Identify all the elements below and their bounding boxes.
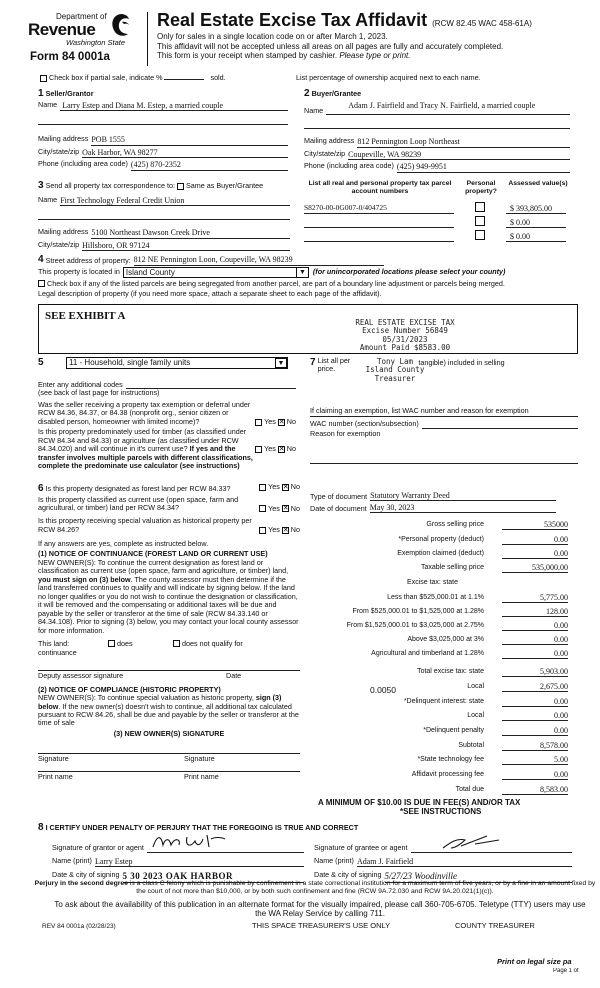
forest-yes-checkbox[interactable] [259,484,266,491]
correspondence-mailing-address[interactable]: 5100 Northeast Dawson Creek Drive [91,228,290,238]
reason-field[interactable] [310,438,578,464]
historic-no-checkbox[interactable]: ✕ [282,526,289,534]
legal-description-text: SEE EXHIBIT A [45,310,126,322]
parcel-number[interactable] [304,241,454,242]
see-instructions: *SEE INSTRUCTIONS [400,807,482,816]
chevron-down-icon: ▼ [275,358,287,368]
calc-label: *Delinquent penalty [423,727,484,734]
form-title [157,10,597,31]
calc-row [310,698,568,709]
seller-mailing-address[interactable]: POB 1555 [91,135,288,145]
timber-yes-checkbox[interactable] [255,446,262,453]
perjury-notice: Perjury in the second degree is a class C felony which is punishable by confinement in a state correctional institution for a maximum term of five years, or by a fine in an amount fixed by the court of not more than $10,000, or by both such confinement and fine (RCW 9A.72.030 and RCW 9A.20.021(1)(c)). [34,880,596,896]
calc-label: Affidavit processing fee [411,771,484,778]
exemption-block: If claiming an exemption, list WAC number and reason for exemption WAC number (section/subsection) Reason for exemption [310,407,578,464]
grantee-signature[interactable] [411,839,572,853]
timber-question: Is this property predominately used for timber (as classified under RCW 84.34 and 84.33) or agriculture (as classified under RCW 84.34.020) and will continue in it's current use? [38,427,247,454]
parcel-rows [304,202,570,242]
partial-sale-row: Check box if partial sale, indicate % sold. [40,74,226,82]
county-select[interactable]: Island County ▼ [123,267,309,278]
seller-phone[interactable]: (425) 870-2352 [131,160,288,170]
calc-row [310,771,568,782]
calc-row [310,622,568,633]
property-street-address[interactable]: 812 NE Pennington Loon, Coupeville, WA 98239 [134,255,384,265]
calc-row [310,594,568,605]
buyer-mailing-address[interactable]: 812 Pennington Loop Northeast [357,137,570,147]
personal-property-checkbox[interactable] [475,230,485,240]
seller-city-state-zip[interactable]: Oak Harbor, WA 98277 [82,148,288,158]
personal-col-header: Personal property? [465,180,497,196]
buyer-section: 2 Buyer/Grantee Name Adam J. Fairfield and Tracy N. Fairfield, a married couple Mailing address 812 Pennington Loop Northeast City/state/zip Coupeville, WA 98239 Phone (including area code) (425) 949-9951 [304,88,570,173]
local-rate: 0.0050 [370,685,396,695]
section-5: 5 11 - Household, single family units ▼ Enter any additional codes (see back of last page for instructions) Was the seller receiving a property tax exemption or deferral under RCW 84.36, 84.37, or 84.38 (nonprofit org., senior citizen or disabled person, homeowner with limited income)? Yes ✕ No Is this property predominately used for timber (as classified under RCW 84.34 and 84.33) or agriculture (as classified under RCW 84.34.020) and will continue in it's current use? If yes and the transfer involves multiple parcels with different classifications, complete the predominate use calculator (see instructions) Yes ✕ No [38,357,296,471]
calc-value[interactable]: 0.00 [502,649,568,659]
document-date-row: Date of document May 30, 2023 [310,503,556,513]
title-text: Real Estate Excise Tax Affidavit [157,10,428,30]
property-section: 4 Street address of property: 812 NE Pennington Loon, Coupeville, WA 98239 This property is located in Island County ▼ (for unincorporated locations please select your county) Check box if any of the listed parcels are being segregated from another parcel, are part of a boundary line adjustment or parcels being merged. Legal description of property (if you need more space, attach a separate sheet to each page of the affidavit). [38,254,578,299]
same-as-buyer-checkbox[interactable] [177,183,184,190]
calc-value[interactable]: 535000 [502,520,568,530]
unincorporated-note: (for unincorporated locations please select your county) [312,267,506,277]
exemption-no-checkbox[interactable]: ✕ [278,418,285,426]
seller-heading: Seller/Grantor [45,89,94,98]
calc-label: Less than $525,000.01 at 1.1% [387,594,484,601]
wac-number-field[interactable] [422,420,578,428]
calc-label: From $525,000.01 to $1,525,000 at 1.28% [352,608,484,615]
calc-value[interactable]: 128.00 [502,607,568,617]
use-code-select[interactable]: 11 - Household, single family units ▼ [66,357,288,369]
calc-label: Excise tax: state [407,579,458,586]
calc-value[interactable]: 0.00 [502,549,568,559]
calc-row [310,636,568,647]
calc-label: Subtotal [458,742,484,749]
parcel-number[interactable]: S8270-00-0G007-0/404725 [304,204,454,214]
current-use-no-checkbox[interactable]: ✕ [282,505,289,513]
revenue-wordmark: Revenue [28,20,96,39]
exemption-question: Was the seller receiving a property tax exemption or deferral under RCW 84.36, 84.37, or 84.38 (nonprofit org., senior citizen or disabled person, homeowner with limited income)? [38,399,251,426]
buyer-city-state-zip[interactable]: Coupeville, WA 98239 [348,150,570,160]
calc-row [310,564,568,575]
treasurer-stamp: REAL ESTATE EXCISE TAX Excise Number 56849 05/31/2023 Amount Paid $8583.00 [355,318,455,352]
calc-row [310,786,568,797]
correspondence-section: 3 Send all property tax correspondence to: Same as Buyer/Grantee Name First Technology Federal Credit Union Mailing address 5100 Northeast Dawson Creek Drive City/state/zip Hillsboro, OR 97124 [38,180,290,251]
forest-no-checkbox[interactable]: ✕ [282,483,289,491]
grantor-date-city[interactable]: 5 30 2023 OAK HARBOR [123,871,304,883]
subtitle-2: This affidavit will not be accepted unless all areas on all pages are fully and accurately completed. [157,41,504,51]
calc-value[interactable]: 0.00 [502,711,568,721]
grantor-signature[interactable] [147,839,304,853]
calc-value[interactable]: 0.00 [502,535,568,545]
dor-swirl-icon [108,12,134,42]
legal-description-box[interactable] [38,304,578,354]
calc-row [310,727,568,738]
assessed-value[interactable]: $ 393,805.00 [506,204,566,214]
seller-section: 1 Seller/Grantor Name Larry Estep and Diana M. Estep, a married couple Mailing address POB 1555 City/state/zip Oak Harbor, WA 98277 Phone (including area code) (425) 870-2352 [38,88,288,171]
calc-row [310,756,568,767]
calc-label: Total excise tax: state [417,668,484,675]
ownership-note: List percentage of ownership acquired next to each name. [296,73,481,82]
county-treasurer-label: COUNTY TREASURER [455,921,535,930]
subtitle-1: Only for sales in a single location code on or after March 1, 2023. [157,32,388,41]
grantee-signature-scribble [441,834,511,852]
calc-row [310,683,568,694]
calc-row [310,550,568,561]
form-number: Form 84 0001a [30,51,110,63]
buyer-phone[interactable]: (425) 949-9951 [397,162,570,172]
section-8: 8 I CERTIFY UNDER PENALTY OF PERJURY THAT THE FOREGOING IS TRUE AND CORRECT Signature of grantor or agent Name (print) Larry Estep Date & city of signing 5 30 2023 OAK HARBOR Signature of grantee or agent Name (print) Adam J. Fairfield Date & city of signing 5/27/23 Woodinville [38,822,578,883]
seller-name[interactable]: Larry Estep and Diana M. Estep, a married couple [60,101,288,111]
document-type-row: Type of document Statutory Warranty Deed [310,491,556,501]
legal-description-label: Legal description of property (if you need more space, attach a separate sheet to each page of the affidavit). [38,289,382,299]
calc-value[interactable]: 5.00 [502,755,568,765]
calc-value[interactable]: 2,675.00 [502,682,568,692]
assessed-value[interactable]: $ 0.00 [506,218,566,228]
calc-label: Total due [455,786,484,793]
parcel-col-header: List all real and personal property tax parcel account numbers [308,180,452,196]
document-type-field[interactable]: Statutory Warranty Deed [370,491,556,501]
calc-value[interactable]: 535,000.00 [502,563,568,573]
calc-label: From $1,525,000.01 to $3,025,000 at 2.75% [346,622,484,629]
correspondence-city[interactable]: Hillsboro, OR 97124 [82,241,290,251]
treasurer-stamp-signer: Tony Lam Island County Treasurer [365,357,425,383]
calc-label: Local [467,683,484,690]
minimum-notice: A MINIMUM OF $10.00 IS DUE IN FEE(S) AND/OR TAX [318,798,521,807]
does-qualify-checkbox[interactable] [108,640,115,647]
dept-of-label: Department of [56,12,107,21]
calc-row [310,742,568,753]
assessed-value[interactable]: $ 0.00 [506,232,566,242]
grantor-signature-scribble [151,833,231,851]
legal-size-note: Print on legal size pa [497,958,572,966]
calc-row [310,712,568,723]
calc-row [310,668,568,679]
calc-value[interactable]: 0.00 [502,726,568,736]
assessed-col-header: Assessed value(s) [508,180,568,187]
calc-label: Taxable selling price [420,564,484,571]
rcw-text: (RCW 82.45 WAC 458-61A) [432,19,532,28]
calc-label: Above $3,025,000 at 3% [407,636,484,643]
historic-yes-checkbox[interactable] [259,527,266,534]
exemption-yes-checkbox[interactable] [255,419,262,426]
personal-property-checkbox[interactable] [475,216,485,226]
parcel-row [304,216,570,228]
parcel-row [304,202,570,214]
calc-value[interactable]: 8,578.00 [502,741,568,751]
calc-row [310,521,568,532]
calc-label: Agricultural and timberland at 1.28% [371,650,484,657]
calc-row [310,650,568,661]
grantee-print-name[interactable]: Adam J. Fairfield [357,857,572,867]
partial-sale-checkbox[interactable] [40,75,47,82]
timber-no-checkbox[interactable]: ✕ [278,446,285,454]
calc-row [310,579,568,590]
calc-row [310,536,568,547]
alt-format-notice: To ask about the availability of this publication in an alternate format for the visually impaired, please call 360-705-6705. Teletype (TTY) users may use the WA Relay Service by calling 711. [54,900,586,919]
subtitle-3: This form is your receipt when stamped by cashier. Please type or print. [157,51,411,61]
personal-property-checkbox[interactable] [475,202,485,212]
section-7: 7 List all per price. tangible) included in selling [310,356,505,374]
calc-label: Gross selling price [426,521,484,528]
calc-value[interactable]: 5,775.00 [502,593,568,603]
grantee-date-city[interactable]: 5/27/23 Woodinville [385,871,572,883]
calc-value[interactable]: 0.00 [502,770,568,780]
calc-value[interactable]: 0.00 [502,697,568,707]
parcel-table [304,180,570,242]
section-6: 6 Is this property designated as forest land per RCW 84.33? Yes ✕ No Is this property classified as current use (open space, farm and agricultural, or timber) land per RCW 84.34? Yes ✕ No Is this property receiving special valuation as historical property per RCW 84.26? Yes ✕ No If any answers are yes, complete as instructed below. (1) NOTICE OF CONTINUANCE (FOREST LAND OR CURRENT USE) NEW OWNER(S): To continue the current designation as forest land or classification as current use (open space, farm and agriculture, or timber) land, you must sign on (3) below. The county assessor must then determine if the land transferred continues to qualify and will indicate by signing below. If the land no longer qualifies or you do not wish to continue the designation or classification, it will be removed and the compensating or additional taxes will be due and payable by the seller or transferor at the time of sale (RCW 84.33.140 or 84.34.108). Prior to signing (3) below, you may contact your local county assessor for more information. This land: does does not qualify for continuance Deputy assessor signature Date (2) NOTICE OF COMPLIANCE (HISTORIC PROPERTY) NEW OWNER(S): To continue special valuation as historic property, sign (3) below. If the new owner(s) doesn't wish to continue, all additional tax calculated pursuant to RCW 84.26, shall be due and payable by the seller or transferor at the time of sale (3) NEW OWNER(S) SIGNATURE Signature Signature Print name Print name [38,482,300,781]
revision-label: REV 84 0001a (02/28/23) [42,923,116,930]
current-use-yes-checkbox[interactable] [259,505,266,512]
calc-value[interactable]: 8,583.00 [502,785,568,795]
grantor-print-name[interactable]: Larry Estep [95,857,304,867]
calc-label: *State technology fee [417,756,484,763]
correspondence-name[interactable]: First Technology Federal Credit Union [60,196,290,206]
chevron-down-icon: ▼ [296,268,308,277]
calc-label: *Delinquent interest: state [403,698,484,705]
parcel-number[interactable] [304,227,454,228]
treasurer-use-label: THIS SPACE TREASURER'S USE ONLY [252,921,391,930]
buyer-heading: Buyer/Grantee [311,89,362,98]
calc-label: Exemption claimed (deduct) [397,550,484,557]
state-label: Washington State [66,38,126,47]
dor-logo [14,10,134,66]
calc-value[interactable]: 0.00 [502,635,568,645]
calc-label: Local [467,712,484,719]
type-or-print: Please type or print. [339,51,411,61]
calc-label: *Personal property (deduct) [398,536,484,543]
calc-value[interactable]: 5,903.00 [502,667,568,677]
calc-value[interactable]: 0.00 [502,621,568,631]
calc-row [310,608,568,619]
document-date-field[interactable]: May 30, 2023 [370,503,556,513]
buyer-name[interactable]: Adam J. Fairfield and Tracy N. Fairfield, a married couple [326,101,570,115]
parcel-row [304,230,570,242]
segregated-checkbox[interactable] [38,280,45,287]
page-number: Page 1 of [553,968,579,974]
does-not-qualify-checkbox[interactable] [173,640,180,647]
